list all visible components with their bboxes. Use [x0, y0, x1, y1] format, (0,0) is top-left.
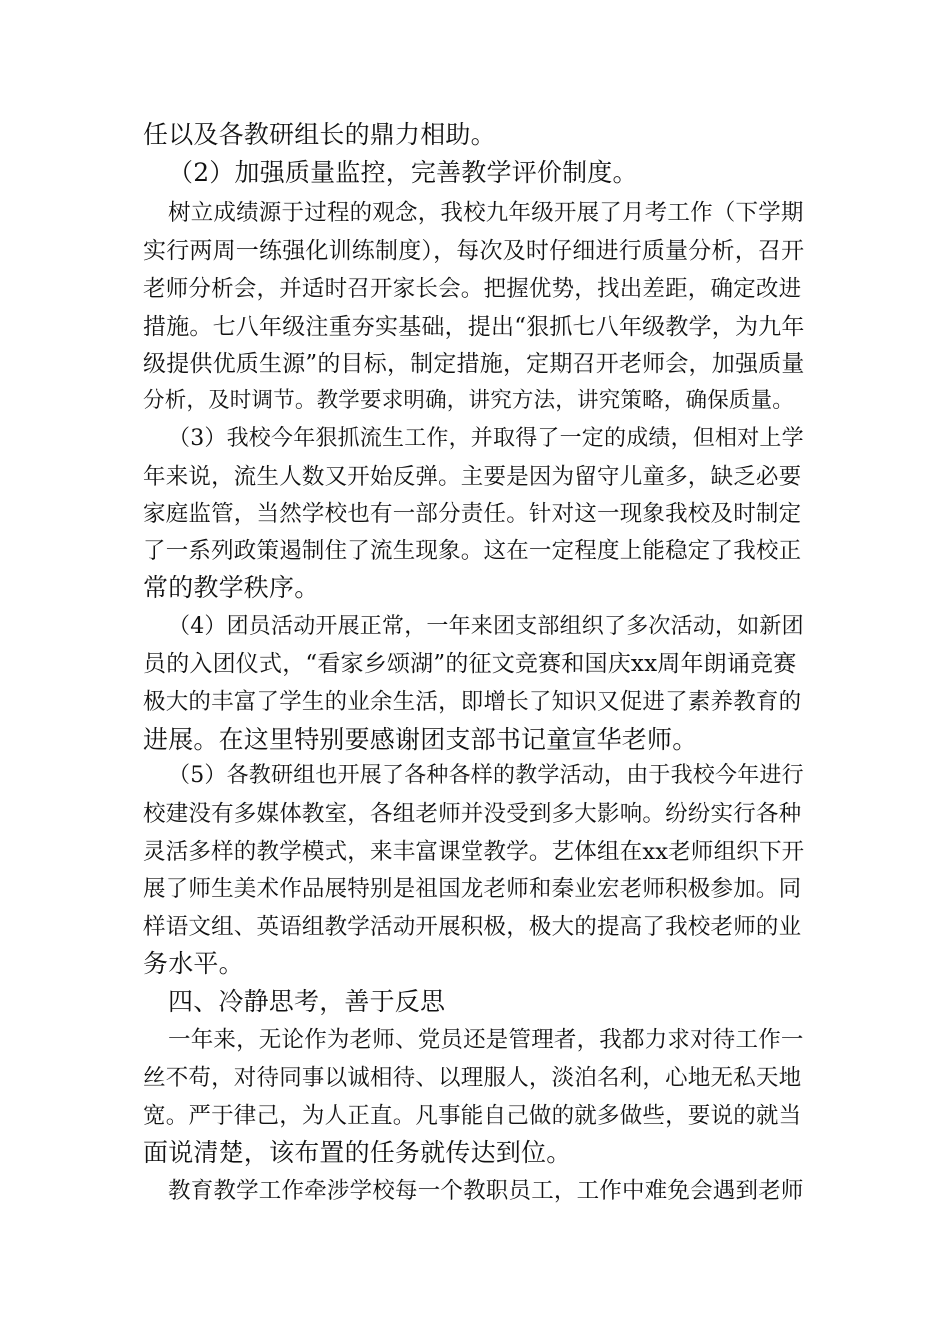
text-line: 级提供优质生源”的目标，制定措施，定期召开老师会，加强质量 [143, 351, 805, 377]
text-line: 年来说，流生人数又开始反弹。主要是因为留守儿童多，缺乏必要 [143, 464, 802, 490]
section-item-5: （5）各教研组也开展了各种各样的教学活动，由于我校今年进行 [168, 763, 804, 788]
text-line: 教育教学工作牵涉学校每一个教职员工，工作中难免会遇到老师 [168, 1178, 804, 1204]
text-line: 校建没有多媒体教室，各组老师并没受到多大影响。纷纷实行各种 [143, 801, 802, 827]
text-line: 务水平。 [143, 949, 244, 978]
section-item-3: （3）我校今年狠抓流生工作，并取得了一定的成绩，但相对上学 [168, 426, 804, 451]
text-line: 老师分析会，并适时召开家长会。把握优势，找出差距，确定改进 [143, 276, 802, 302]
text-line: 树立成绩源于过程的观念，我校九年级开展了月考工作（下学期 [168, 200, 804, 226]
section-item-4: （4）团员活动开展正常，一年来团支部组织了多次活动，如新团 [168, 614, 804, 639]
section-heading-2: （2）加强质量监控，完善教学评价制度。 [168, 158, 638, 187]
text-line: 进展。在这里特别要感谢团支部书记童宣华老师。 [143, 725, 698, 754]
text-line: 任以及各教研组长的鼎力相助。 [143, 120, 496, 149]
text-line: 实行两周一练强化训练制度），每次及时仔细进行质量分析，召开 [143, 238, 805, 264]
text-line: 常的教学秩序。 [143, 573, 320, 602]
text-line: 展了师生美术作品展特别是祖国龙老师和秦业宏老师积极参加。同 [143, 876, 802, 902]
text-line: 一年来，无论作为老师、党员还是管理者，我都力求对待工作一 [168, 1027, 804, 1053]
text-line: 宽。严于律己，为人正直。凡事能自己做的就多做些，要说的就当 [143, 1103, 802, 1129]
text-line: 分析，及时调节。教学要求明确，讲究方法，讲究策略，确保质量。 [143, 388, 795, 413]
text-line: 了一系列政策遏制住了流生现象。这在一定程度上能稳定了我校正 [143, 538, 802, 564]
section-heading-four: 四、冷静思考，善于反思 [168, 987, 446, 1016]
text-line: 家庭监管，当然学校也有一部分责任。针对这一现象我校及时制定 [143, 501, 802, 527]
text-line: 面说清楚，该布置的任务就传达到位。 [143, 1138, 572, 1167]
text-line: 丝不苟，对待同事以诚相待、以理服人，淡泊名利，心地无私天地 [143, 1065, 802, 1091]
text-line: 极大的丰富了学生的业余生活，即增长了知识又促进了素养教育的 [143, 689, 802, 715]
text-line: 员的入团仪式，“看家乡颂湖”的征文竞赛和国庆xx周年朗诵竞赛 [143, 651, 797, 677]
text-line: 措施。七八年级注重夯实基础，提出“狠抓七八年级教学，为九年 [143, 314, 805, 340]
text-line: 灵活多样的教学模式，来丰富课堂教学。艺体组在xx老师组织下开 [143, 839, 805, 865]
text-line: 样语文组、英语组教学活动开展积极，极大的提高了我校老师的业 [143, 914, 802, 940]
